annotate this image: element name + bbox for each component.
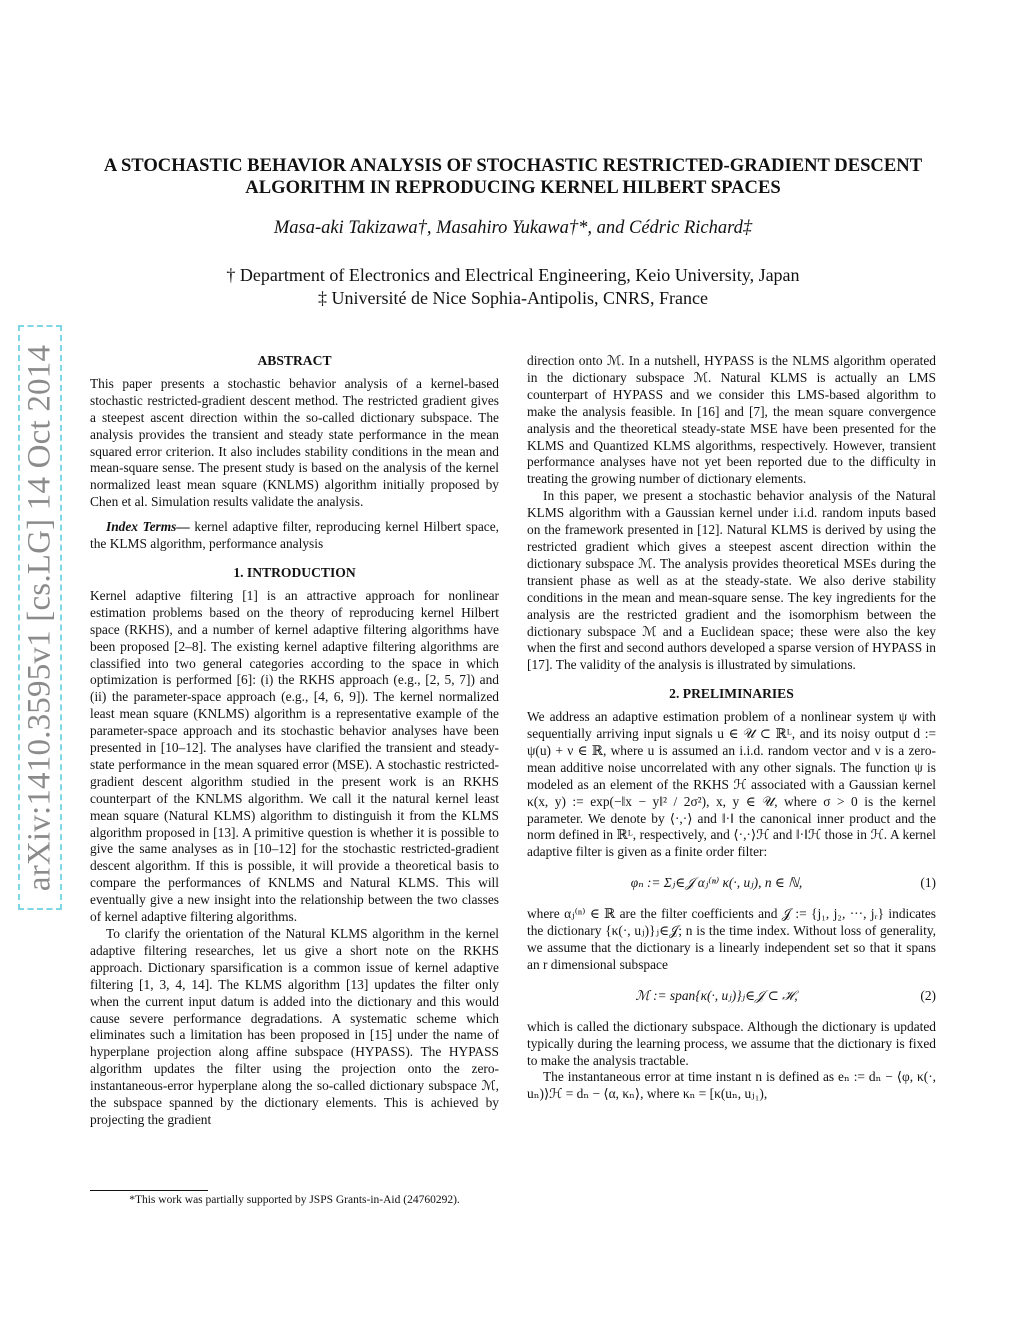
affiliation-nice: ‡ Université de Nice Sophia-Antipolis, CNRS, France bbox=[318, 288, 708, 308]
introduction-heading: 1. INTRODUCTION bbox=[233, 564, 356, 580]
equation-1-number: (1) bbox=[920, 875, 936, 891]
affiliations bbox=[90, 264, 936, 310]
author-list: Masa-aki Takizawa†, Masahiro Yukawa†*, and Cédric Richard‡ bbox=[273, 218, 753, 238]
prelim-paragraph-4: The instantaneous error at time instant n is defined as eₙ := dₙ − ⟨φ, κ(·, uₙ)⟩ℋ = dₙ − ⟨α, κₙ⟩, where κₙ = [κ(uₙ, uⱼ₁), bbox=[527, 1069, 936, 1102]
equation-2-body: ℳ := span{κ(·, uⱼ)}ⱼ∈𝒥 ⊂ ℋ, bbox=[635, 987, 798, 1003]
prelim-paragraph-3: which is called the dictionary subspace. Although the dictionary is updated typically during the learning process, we assume that the dictionary is fixed to make the analysis tractable. bbox=[527, 1018, 936, 1068]
intro-paragraph-2: To clarify the orientation of the Natural KLMS algorithm in the kernel adaptive filtering researches, let us give a short note on the RKHS approach. Dictionary sparsification is a common issue of kernel adaptive filtering [1, 3, 4, 14]. The KLMS algorithm [13] updates the filter only when the current input datum is added into the dictionary and this would cause severe performance degradations. A systematic scheme which eliminates such a limitation has been proposed in [15] under the name of hyperplane projection along affine subspace (HYPASS). The HYPASS algorithm updates the filter using the projection onto the zero-instantaneous-error hyperplane along the so-called dictionary subspace ℳ, the subspace spanned by the dictionary elements. This is achieved by projecting the gradient bbox=[90, 926, 499, 1127]
arxiv-id: arXiv:1410.3595v1 [cs.LG] 14 Oct 2014 bbox=[21, 344, 58, 891]
preliminaries-heading: 2. PRELIMINARIES bbox=[669, 686, 794, 702]
paper-title: A STOCHASTIC BEHAVIOR ANALYSIS OF STOCHASTIC RESTRICTED-GRADIENT DESCENT ALGORITHM IN REPRODUCING KERNEL HILBERT SPACES bbox=[103, 155, 923, 198]
equation-1-body: φₙ := Σⱼ∈𝒥 αⱼ⁽ⁿ⁾ κ(·, uⱼ), n ∈ ℕ, bbox=[630, 875, 803, 891]
intro-paragraph-3: direction onto ℳ. In a nutshell, HYPASS is the NLMS algorithm operated in the dictionary subspace ℳ. Natural KLMS is actually an LMS counterpart of HYPASS and we consider this LMS-based algorithm to make the analysis feasible. In [16] and [7], the mean square convergence analysis and the theoretical steady-state MSE have been presented for the KLMS and Quantized KLMS algorithms, respectively. However, transient performance analyses have not yet been reported due to the difficulty in treating the growing number of dictionary elements. bbox=[527, 353, 936, 487]
equation-1 bbox=[527, 875, 936, 892]
equation-2-number: (2) bbox=[920, 987, 936, 1003]
footnote-rule bbox=[90, 1190, 208, 1191]
intro-paragraph-4: In this paper, we present a stochastic behavior analysis of the Natural KLMS algorithm with a Gaussian kernel under i.i.d. random inputs based on the framework presented in [12]. Natural KLMS is derived by using the restricted gradient which gives a steepest ascent direction within the dictionary subspace ℳ. The analysis provides theoretical MSEs during the transient phase as well as at the steady-state. We also derive stability conditions in the mean and mean-square sense. The key ingredients for the analysis are the restricted gradient and the isomorphism between the dictionary subspace ℳ and a Euclidean space; these were also the key when the first and second authors developed a sparse version of HYPASS in [17]. The validity of the analysis is illustrated by simulations. bbox=[527, 488, 936, 673]
equation-2 bbox=[527, 988, 936, 1005]
right-column bbox=[527, 353, 936, 1103]
affiliation-keio: † Department of Electronics and Electrical Engineering, Keio University, Japan bbox=[226, 265, 800, 285]
prelim-paragraph-1: We address an adaptive estimation problem of a nonlinear system ψ with sequentially arriving input signals u ∈ 𝒰 ⊂ ℝᴸ, and its noisy output d := ψ(u) + ν ∈ ℝ, where u is assumed an i.i.d. random vector and ν is a zero-mean additive noise uncorrelated with any other signals. The function ψ is modeled as an element of the RKHS ℋ associated with a Gaussian kernel κ(x, y) := exp(−‖x − y‖² / 2σ²), x, y ∈ 𝒰, where σ > 0 is the kernel parameter. We denote by ⟨·,·⟩ and ‖·‖ the canonical inner product and the norm defined in ℝᴸ, respectively, and ⟨·,·⟩ℋ and ‖·‖ℋ those in ℋ. A kernel adaptive filter is given as a finite order filter: bbox=[527, 709, 936, 860]
index-terms bbox=[90, 519, 499, 553]
arxiv-stamp bbox=[18, 325, 62, 910]
index-terms-text: kernel adaptive filter, reproducing kernel Hilbert space, the KLMS algorithm, performance analysis bbox=[90, 519, 499, 552]
funding-footnote: *This work was partially supported by JSPS Grants-in-Aid (24760292). bbox=[129, 1194, 460, 1206]
index-terms-label: Index Terms— bbox=[106, 519, 190, 535]
abstract-text: This paper presents a stochastic behavior analysis of a kernel-based stochastic restricted-gradient descent method. The restricted gradient gives a steepest ascent direction within the so-called dictionary subspace. The analysis provides the transient and steady state performance in the mean squared error criterion. It also includes stability conditions in the mean and mean-square sense. The present study is based on the analysis of the kernel normalized least mean square (KNLMS) algorithm initially proposed by Chen et al. Simulation results validate the analysis. bbox=[90, 375, 499, 510]
prelim-paragraph-2: where αⱼ⁽ⁿ⁾ ∈ ℝ are the filter coefficients and 𝒥 := {j₁, j₂, ···, jᵣ} indicates the dictionary {κ(·, uⱼ)}ⱼ∈𝒥; n is the time index. Without loss of generality, we assume that the dictionary is a linearly independent set so that it spans an r dimensional subspace bbox=[527, 906, 936, 972]
intro-paragraph-1: Kernel adaptive filtering [1] is an attractive approach for nonlinear estimation problems based on the theory of reproducing kernel Hilbert space (RKHS), and a number of kernel adaptive filtering algorithms have been proposed [2–8]. The existing kernel adaptive filtering algorithms are classified into two general categories according to the space in which optimization is performed [6]: (i) the RKHS approach (e.g., [2, 5, 7]) and (ii) the parameter-space approach (e.g., [4, 6, 9]). The kernel normalized least mean square (KNLMS) algorithm is a representative example of the parameter-space approach and its stochastic behavior analyses have been presented in [10–12]. The analyses have clarified the transient and steady-state performance in the mean squared error (MSE). A stochastic restricted-gradient descent algorithm studied in the present work is an RKHS counterpart of the KNLMS algorithm. We call it the natural kernel least mean square (Natural KLMS) algorithm to distinguish it from the KLMS algorithm proposed in [13]. A primitive question is whether it is possible to give the same analyses as in [10–12] for the stochastic restricted-gradient descent algorithm. If this is possible, it will provide a theoretical basis to compare the performances of KNLMS and Natural KLMS. This will eventually give a new insight into the relationship between the two classes of kernel adaptive filtering algorithms. bbox=[90, 587, 499, 925]
abstract-heading: ABSTRACT bbox=[257, 353, 332, 368]
left-column bbox=[90, 353, 499, 1129]
